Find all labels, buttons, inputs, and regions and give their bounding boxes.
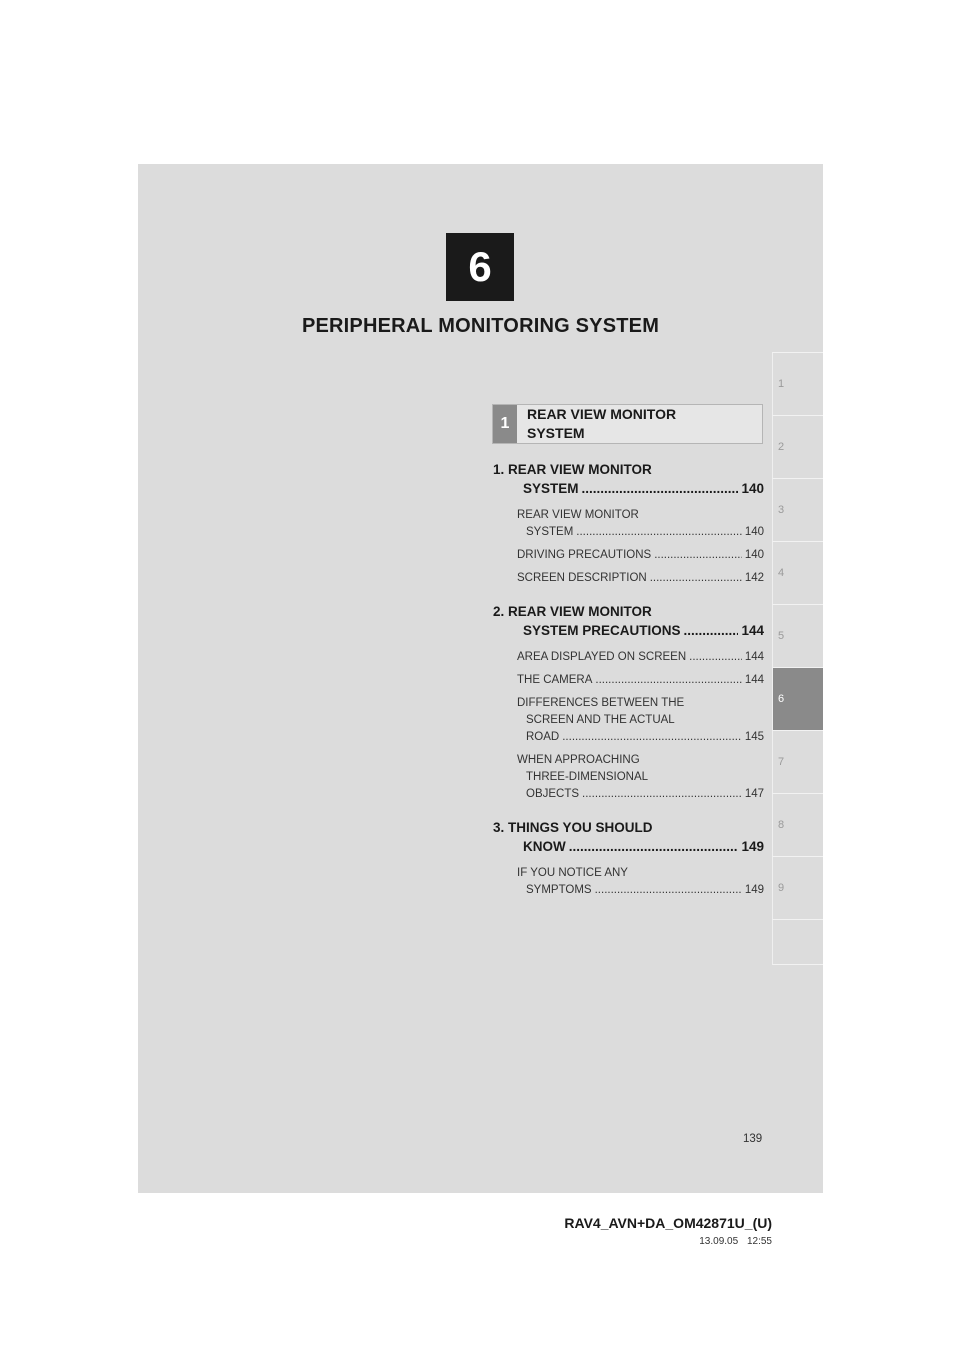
toc-subentry-title: DIFFERENCES BETWEEN THE (517, 697, 685, 709)
toc-entry-title: 1. REAR VIEW MONITOR (493, 462, 652, 477)
toc-subentry-page: 144 (744, 651, 764, 663)
toc-entry-title-cont: SYSTEM (523, 481, 579, 496)
toc-entry-title: 2. REAR VIEW MONITOR (493, 604, 652, 619)
toc-entry-page: 144 (741, 623, 764, 638)
toc-entry-3[interactable] (493, 818, 764, 856)
toc-subentry-page: 140 (744, 526, 764, 538)
section-number: 1 (493, 405, 517, 443)
toc-subentry-title: THE CAMERA (517, 674, 593, 686)
table-of-contents (493, 460, 764, 899)
chapter-tab-blank[interactable] (772, 919, 823, 965)
toc-subentry[interactable] (493, 649, 764, 666)
toc-entry-page: 140 (741, 481, 764, 496)
chapter-tab-6[interactable]: 6 (772, 667, 823, 730)
chapter-tab-9[interactable]: 9 (772, 856, 823, 919)
chapter-tab-4[interactable]: 4 (772, 541, 823, 604)
toc-entry-title-cont: KNOW (523, 839, 566, 854)
toc-subentry-title: SCREEN DESCRIPTION (517, 572, 647, 584)
page-number: 139 (743, 1133, 763, 1145)
section-heading (492, 404, 763, 444)
toc-subentry-title: WHEN APPROACHING (517, 754, 640, 766)
toc-subentry-title: IF YOU NOTICE ANY (517, 867, 628, 879)
toc-subentry[interactable] (493, 695, 764, 746)
toc-subentry-title: REAR VIEW MONITOR (517, 509, 639, 521)
toc-subentry-title: AREA DISPLAYED ON SCREEN (517, 651, 687, 663)
chapter-tab-3[interactable]: 3 (772, 478, 823, 541)
section-title-line1: REAR VIEW MONITOR (527, 406, 677, 422)
toc-entry-2[interactable] (493, 602, 764, 640)
toc-subentry-title-cont: THREE-DIMENSIONAL (526, 771, 649, 783)
chapter-tabs (772, 352, 823, 965)
print-date: 13.09.05 (699, 1236, 739, 1247)
toc-subentry[interactable] (493, 865, 764, 899)
toc-subentry-title-cont: SYSTEM (526, 526, 574, 538)
toc-subentry[interactable] (493, 507, 764, 541)
chapter-tab-8[interactable]: 8 (772, 793, 823, 856)
toc-subentry[interactable] (493, 570, 764, 587)
print-timestamp (538, 1236, 772, 1247)
toc-entry-page: 149 (741, 839, 764, 854)
document-code: RAV4_AVN+DA_OM42871U_(U) (564, 1215, 772, 1231)
chapter-tab-2[interactable]: 2 (772, 415, 823, 478)
section-title (517, 405, 762, 443)
toc-subentry-page: 149 (744, 884, 764, 896)
toc-entry-1[interactable] (493, 460, 764, 498)
chapter-tab-1[interactable]: 1 (772, 352, 823, 415)
toc-subentry[interactable] (493, 752, 764, 803)
toc-entry-title-cont: SYSTEM PRECAUTIONS (523, 623, 681, 638)
toc-subentry-title-cont: SCREEN AND THE ACTUAL (526, 714, 675, 726)
print-time: 12:55 (746, 1236, 772, 1247)
toc-entry-title: 3. THINGS YOU SHOULD (493, 820, 653, 835)
toc-subentry[interactable] (493, 547, 764, 564)
toc-subentry-page: 145 (744, 731, 764, 743)
toc-subentry-title: DRIVING PRECAUTIONS (517, 549, 652, 561)
chapter-title: PERIPHERAL MONITORING SYSTEM (301, 315, 660, 337)
toc-subentry-title-cont: SYMPTOMS (526, 884, 592, 896)
chapter-number-badge: 6 (446, 233, 514, 301)
toc-subentry[interactable] (493, 672, 764, 689)
toc-subentry-page: 144 (744, 674, 764, 686)
toc-subentry-title-cont: ROAD (526, 731, 560, 743)
toc-subentry-page: 147 (744, 788, 764, 800)
toc-subentry-page: 142 (744, 572, 764, 584)
section-title-line2: SYSTEM (527, 425, 585, 441)
toc-subentry-page: 140 (744, 549, 764, 561)
toc-subentry-title-cont: OBJECTS (526, 788, 580, 800)
chapter-tab-7[interactable]: 7 (772, 730, 823, 793)
chapter-tab-5[interactable]: 5 (772, 604, 823, 667)
